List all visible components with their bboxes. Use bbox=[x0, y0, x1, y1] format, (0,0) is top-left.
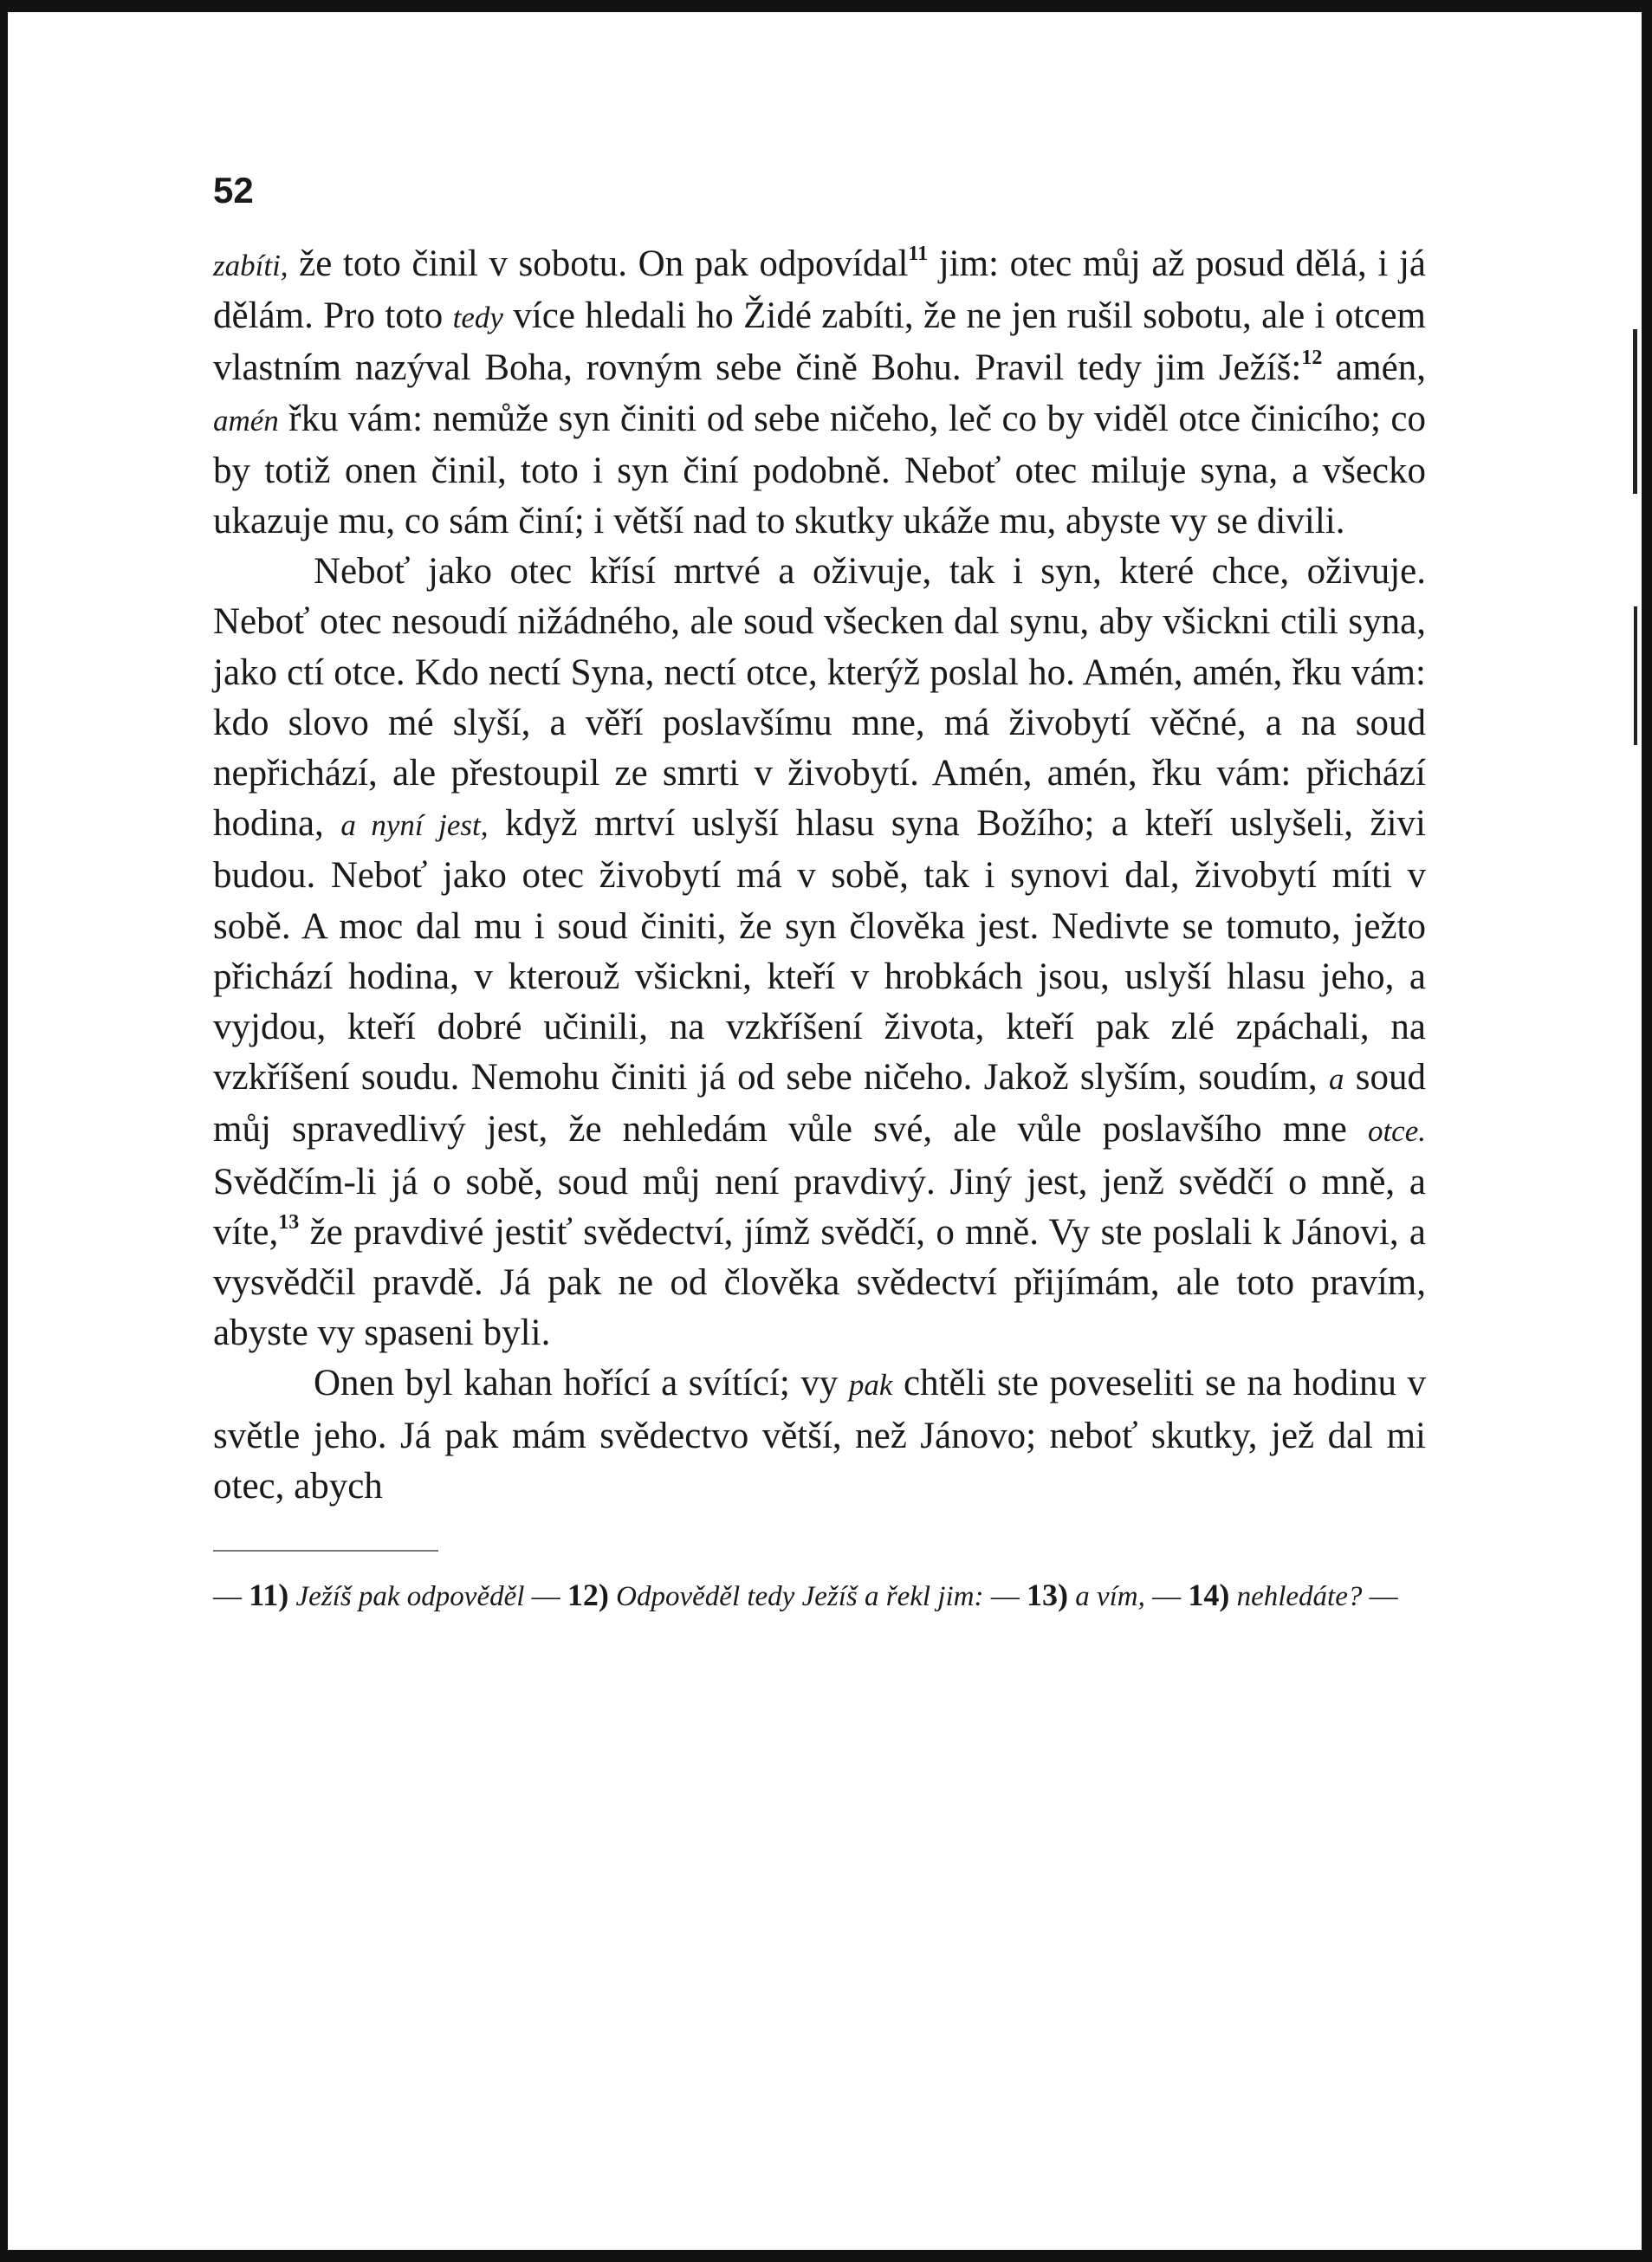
text-run: Svědčím-li já o sobě, soud můj není pravdivý. Jiný jest, jenž svědčí o mně, a víte, bbox=[213, 1161, 1426, 1253]
text-run: řku vám: nemůže syn činiti od sebe ničeho, leč co by viděl otce činicího; co by totiž onen činil, toto i syn činí podobně. Neboť otec miluje syna, a všecko ukazuje mu, co sám činí; i větší nad to skutky ukáže mu, abyste vy se divili. bbox=[213, 398, 1426, 542]
text-run: když mrtví uslyší hlasu syna Božího; a kteří uslyšeli, živi budou. Neboť jako otec živobytí má v sobě, tak i synovi dal, živobytí míti v sobě. A moc dal mu i soud činiti, že syn člověka jest. Nedivte se tomuto, ježto přichází hodina, v kterouž všickni, kteří v hrobkách bbox=[213, 803, 1426, 997]
body-text bbox=[213, 239, 1426, 1512]
italic-word: pak bbox=[848, 1368, 893, 1403]
footnote-ref-13: 13 bbox=[278, 1210, 300, 1234]
footnote-text-12: Odpověděl tedy Ježíš a řekl jim: bbox=[608, 1581, 984, 1613]
text-run: Neboť jako otec křísí mrtvé a oživuje, tak i syn, které chce, oživuje. Neboť otec nesoudí nižádného, ale soud všecken dal synu, aby všickni ctili syna, jako ctí otce. Kdo nectí Syna, nectí otce, kterýž poslal ho. Amén, amén, řku vám: kdo slovo mé slyší, a věří poslavšímu mne, má živobytí věčné, a na soud nepřichází, ale přestoupil ze smrti v živobytí. Amén, amén, řku vám: přichází hodina, bbox=[213, 551, 1426, 845]
text-run: více hledali ho Židé zabíti, že ne jen rušil sobotu, ale i otcem vlastním nazýval Boha, rovným sebe čině Bohu. Pravil tedy jim Ježíš: bbox=[213, 295, 1426, 389]
footnote-text-13: a vím, bbox=[1067, 1581, 1145, 1613]
text-run: jsou, bbox=[1038, 956, 1110, 997]
footnotes bbox=[213, 1574, 1426, 1617]
paragraph-3 bbox=[213, 1358, 1426, 1512]
footnote-ref-12: 12 bbox=[1301, 347, 1323, 370]
text-run: soud můj spravedlivý jest, že nehledám vůle své, ale vůle poslavšího mne bbox=[213, 1057, 1426, 1150]
page-number: 52 bbox=[213, 170, 254, 211]
text-run: chtěli ste poveseliti se na hodinu v světle jeho. Já pak mám svědectvo větší, než Jánovo; neboť skutky, jež dal mi otec, abych bbox=[213, 1363, 1426, 1507]
footnote-ref-11: 11 bbox=[908, 243, 929, 265]
footnote-number-14: 14) bbox=[1188, 1578, 1230, 1613]
footnote-text-11: Ježíš pak odpověděl bbox=[288, 1581, 525, 1613]
italic-word: otce. bbox=[1367, 1114, 1426, 1149]
italic-word: a bbox=[1328, 1062, 1344, 1097]
text-run: uslyší hlasu jeho, a vyjdou, kteří dobré učinili, na vzkříšení života, kteří pak zlé zpáchali, na vzkříšení soudu. Nemohu činiti já od sebe ničeho. Jakož slyším, soudím, bbox=[213, 956, 1426, 1099]
footnote-number-11: 11) bbox=[249, 1578, 289, 1613]
italic-word: zabíti, bbox=[213, 249, 288, 282]
book-page bbox=[213, 170, 1426, 1617]
footnote-dash: — bbox=[524, 1581, 567, 1613]
paragraph-2 bbox=[213, 547, 1426, 1358]
footnote-text-14: nehledáte? bbox=[1229, 1581, 1363, 1613]
paragraph-1 bbox=[213, 239, 1426, 547]
text-run: že pravdivé jestiť svědectví, jímž svědčí, o mně. Vy ste poslali k Jánovi, a vysvědčil pravdě. Já pak ne od člověka svědectví přijímám, ale toto pravím, abyste vy spaseni byli. bbox=[213, 1211, 1426, 1354]
text-run: Onen byl kahan hořící a svítící; vy bbox=[314, 1363, 849, 1404]
scan-edge-mark bbox=[1633, 329, 1637, 494]
text-run: jim: otec můj až posud dělá, i já dělám. Pro toto bbox=[213, 243, 1426, 337]
footnote-number-12: 12) bbox=[567, 1578, 609, 1613]
footnote-dash: — bbox=[213, 1581, 249, 1613]
text-run: amén, bbox=[1322, 347, 1426, 389]
scan-edge-mark bbox=[1634, 606, 1637, 745]
footnote-number-13: 13) bbox=[1026, 1578, 1068, 1613]
italic-word: a nyní jest, bbox=[340, 808, 489, 843]
footnote-dash: — bbox=[1362, 1581, 1398, 1613]
italic-word: amén bbox=[213, 403, 279, 437]
footnote-dash: — bbox=[983, 1581, 1027, 1613]
text-run: že toto činil v sobotu. On pak odpovídal bbox=[288, 243, 909, 284]
italic-word: tedy bbox=[452, 301, 503, 335]
footnote-divider bbox=[213, 1550, 438, 1552]
footnote-dash: — bbox=[1144, 1581, 1189, 1613]
